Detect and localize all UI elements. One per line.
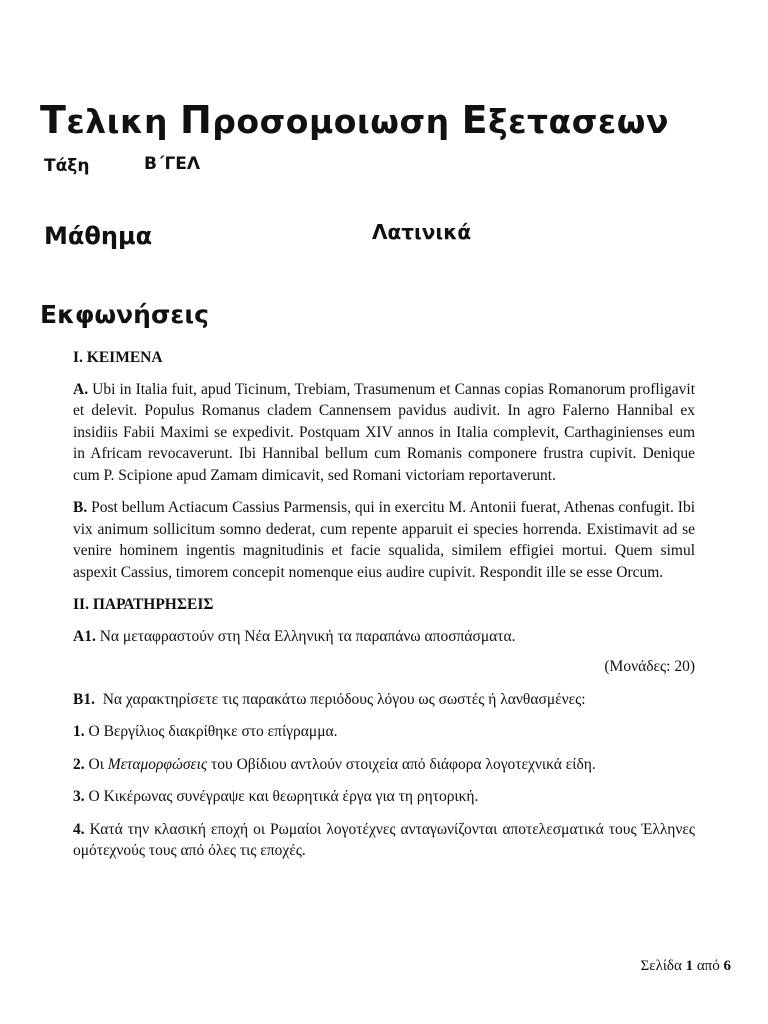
latin-text-a: [73, 379, 695, 487]
item-2-italic-title: Μεταμορφώσεις: [107, 755, 208, 773]
b1-item-4: [73, 819, 695, 862]
b1-label: Β1.: [73, 690, 95, 708]
text-a-body: Ubi in Italia fuit, apud Ticinum, Trebiam, Trasumenum et Cannas copias Romanorum profligavit et delevit. Populus Romanus cladem Cannensem pavidus audivit. In agro Falerno Hannibal ex insidiis Fabii Maximi se expedivit. Postquam XIV annos in Italia complevit, Carthaginienses eum in Africam revocaverunt. Ibi Hannibal bellum cum Romanis componere frustra cupivit. Denique cum P. Scipione apud Zamam dimicavit, sed Romani victoriam reportaverunt.: [73, 380, 696, 484]
item-1-text: Ο Βεργίλιος διακρίθηκε στο επίγραμμα.: [88, 723, 338, 740]
item-2-post: του Οβίδιου αντλούν στοιχεία από διάφορα λογοτεχνικά είδη.: [211, 755, 596, 773]
item-4-text: Κατά την κλασική εποχή οι Ρωμαίοι λογοτέχνες ανταγωνίζονται αποτελεσματικά τους Έλληνες ομότεχνούς τους από όλες τις εποχές.: [73, 820, 696, 859]
title-word-3-rest: ξετασεων: [488, 102, 669, 141]
texts-heading: I. ΚΕΙΜΕΝΑ: [73, 349, 163, 366]
a1-label: Α1.: [73, 627, 96, 645]
class-label: Τάξη: [44, 156, 90, 176]
page-footer: [641, 958, 731, 975]
exam-content: [73, 347, 695, 862]
b1-item-1: [73, 721, 695, 743]
b1-text: Να χαρακτηρίσετε τις παρακάτω περιόδους λόγου ως σωστές ή λανθασμένες:: [102, 690, 586, 708]
a1-points: (Μονάδες: 20): [604, 658, 695, 675]
of-word: από: [696, 958, 720, 974]
document-title: [40, 98, 669, 142]
item-3-number: 3.: [73, 788, 85, 805]
subject-value: Λατινικά: [372, 220, 472, 244]
title-word-1-initial: Τ: [40, 98, 67, 142]
item-2-number: 2.: [73, 755, 85, 773]
latin-text-b: [73, 497, 695, 583]
observations-heading: II. ΠΑΡΑΤΗΡΗΣΕΙΣ: [73, 596, 214, 613]
text-a-label: A.: [73, 380, 89, 398]
b1-item-3: [73, 786, 695, 808]
item-2-pre: Οι: [88, 755, 104, 773]
title-word-3-initial: Ε: [461, 98, 489, 142]
title-word-2-initial: Π: [179, 98, 213, 142]
title-word-2-rest: ροσομοιωση: [212, 102, 450, 141]
item-4-number: 4.: [73, 820, 85, 838]
total-pages-number: 6: [723, 958, 731, 974]
current-page-number: 1: [685, 958, 694, 974]
subject-label: Μάθημα: [44, 222, 153, 250]
a1-text: Να μεταφραστούν στη Νέα Ελληνική τα παραπάνω αποσπάσματα.: [99, 627, 516, 645]
class-value: Β΄ΓΕΛ: [144, 154, 201, 174]
section-heading: Εκφωνήσεις: [40, 300, 209, 329]
page-word: Σελίδα: [640, 958, 682, 974]
item-3-text: Ο Κικέρωνας συνέγραψε και θεωρητικά έργα για τη ρητορική.: [88, 788, 479, 805]
title-word-1-rest: ελικη: [66, 102, 168, 141]
text-b-label: B.: [73, 499, 88, 516]
item-1-number: 1.: [73, 723, 85, 740]
question-b1: [73, 689, 695, 711]
text-b-body: Post bellum Actiacum Cassius Parmensis, qui in exercitu M. Antonii fuerat, Athenas confugit. Ibi vix animum sollicitum somno dederat, cum repente apparuit ei species horrenda. Existimavit ad se venire hominem ingentis magnitudinis et facie squalida, similem effigiei mortui. Quem simul aspexit Cassius, timorem concepit nomenque eius audire cupivit. Respondit ille se esse Orcum.: [73, 499, 695, 581]
b1-item-2: [73, 754, 695, 776]
question-a1: [73, 626, 695, 648]
